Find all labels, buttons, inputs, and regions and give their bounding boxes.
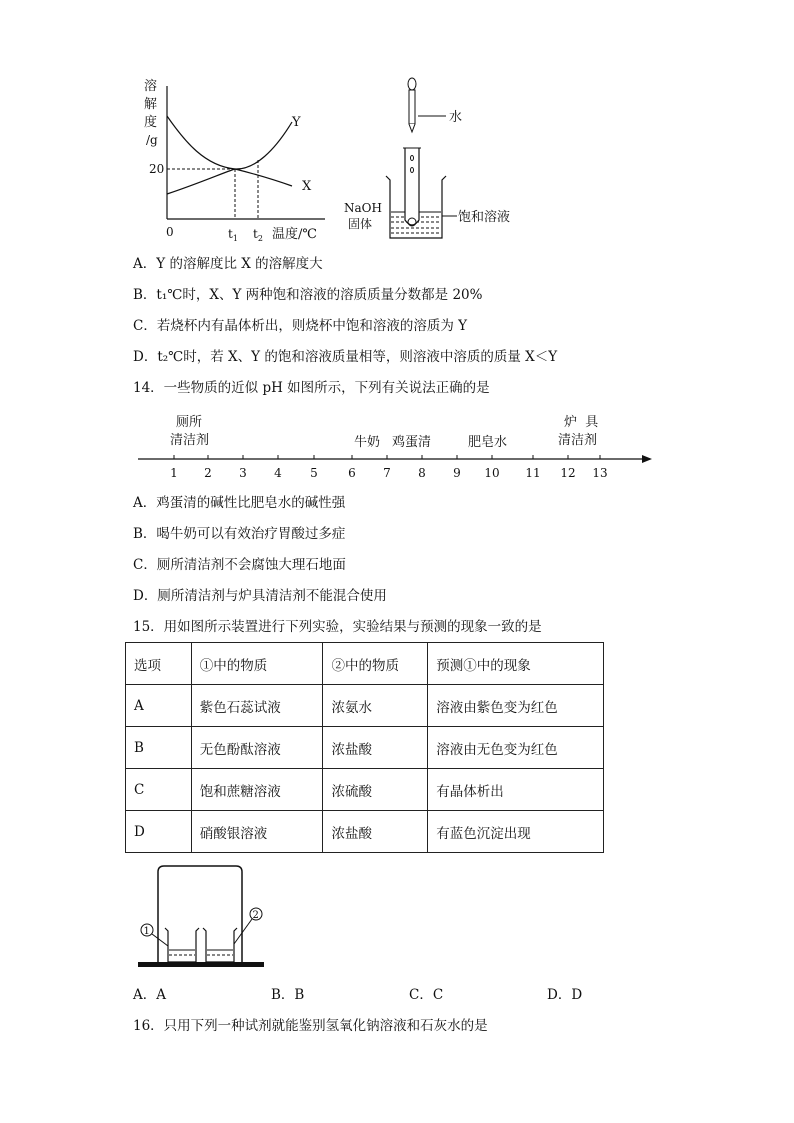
label-2: 2	[252, 910, 259, 921]
q15-stem: 15．用如图所示装置进行下列实验，实验结果与预测的现象一致的是	[133, 619, 542, 635]
t2-label: $t_2$	[253, 227, 263, 243]
table-cell: 浓硫酸	[323, 769, 428, 811]
ph-tick-label-9: 9	[453, 466, 461, 480]
table-header-row	[126, 643, 604, 685]
test-tube	[405, 148, 419, 225]
q13-option-d: D．t₂℃时，若 X、Y 的饱和溶液质量相等，则溶液中溶质的质量 X＜Y	[133, 349, 558, 365]
label-toilet-1: 厕所	[176, 415, 203, 430]
q15-option-c: C．C	[409, 987, 444, 1003]
table-cell: 有晶体析出	[428, 769, 604, 811]
q15-option-b: B．B	[271, 987, 305, 1003]
label-milk: 牛奶	[354, 435, 381, 450]
q15-option-a: A．A	[133, 987, 166, 1003]
label-oven-1: 炉 具	[564, 415, 599, 430]
table-cell: C	[126, 769, 192, 811]
table-cell: 溶液由紫色变为红色	[428, 685, 604, 727]
y-axis-label-2: 解	[144, 97, 158, 112]
solubility-chart	[140, 70, 330, 245]
table-cell: 有蓝色沉淀出现	[428, 811, 604, 853]
q14-option-b: B．喝牛奶可以有效治疗胃酸过多症	[133, 526, 346, 542]
q14-option-d: D．厕所清洁剂与炉具清洁剂不能混合使用	[133, 588, 387, 604]
q14-option-a: A．鸡蛋清的碱性比肥皂水的碱性强	[133, 495, 346, 511]
ph-tick-label-2: 2	[204, 466, 212, 480]
curve-x-label: X	[302, 179, 312, 194]
label-1: 1	[143, 926, 150, 937]
ph-tick-label-12: 12	[560, 466, 576, 480]
header-substance-2: ②中的物质	[323, 643, 428, 685]
dropper-tip	[409, 124, 415, 132]
dropper-bulb	[408, 78, 416, 90]
table-cell: D	[126, 811, 192, 853]
curve-y-label: Y	[292, 115, 301, 130]
y-axis-label-4: /g	[146, 133, 158, 147]
table-cell: 硝酸银溶液	[191, 811, 323, 853]
table-cell: A	[126, 685, 192, 727]
q14-option-c: C．厕所清洁剂不会腐蚀大理石地面	[133, 557, 346, 573]
q15-option-d: D．D	[547, 987, 583, 1003]
table-cell: 紫色石蕊试液	[191, 685, 323, 727]
ph-tick-label-10: 10	[484, 466, 500, 480]
dropper-tube	[409, 90, 415, 124]
bell-jar	[158, 866, 242, 962]
label-1-pointer	[152, 934, 168, 946]
table-cell: 溶液由无色变为红色	[428, 727, 604, 769]
ph-scale	[130, 408, 660, 488]
ph-tick-label-5: 5	[310, 466, 318, 480]
q13-option-a: A．Y 的溶解度比 X 的溶解度大	[133, 256, 323, 272]
q13-option-b: B．t₁℃时，X、Y 两种饱和溶液的溶质质量分数都是 20%	[133, 287, 483, 303]
y-axis-label-3: 度	[144, 115, 158, 130]
header-substance-1: ①中的物质	[191, 643, 323, 685]
label-toilet-2: 清洁剂	[170, 433, 210, 448]
beaker-1	[165, 928, 199, 962]
ph-tick-label-11: 11	[525, 466, 541, 480]
ph-tick-label-1: 1	[170, 466, 178, 480]
table-row	[126, 727, 604, 769]
q15-table	[125, 642, 604, 853]
table-row	[126, 685, 604, 727]
table-cell: 浓盐酸	[323, 811, 428, 853]
y-tick-20: 20	[149, 162, 165, 176]
t1-label: $t_1$	[228, 227, 238, 243]
saturated-label: 饱和溶液	[458, 210, 511, 225]
label-oven-2: 清洁剂	[558, 433, 598, 448]
table-row	[126, 769, 604, 811]
label-2-pointer	[234, 919, 252, 944]
naoh-label-2: 固体	[348, 217, 373, 231]
x-axis-label: 温度/℃	[272, 227, 317, 242]
header-option: 选项	[126, 643, 192, 685]
ph-tick-label-8: 8	[418, 466, 426, 480]
ph-tick-label-13: 13	[592, 466, 608, 480]
origin-label: 0	[166, 225, 174, 239]
table-cell: 饱和蔗糖溶液	[191, 769, 323, 811]
q14-stem: 14．一些物质的近似 pH 如图所示，下列有关说法正确的是	[133, 380, 490, 396]
label-soap-water: 肥皂水	[468, 435, 508, 450]
q16-stem: 16．只用下列一种试剂就能鉴别氢氧化钠溶液和石灰水的是	[133, 1018, 488, 1034]
curve-x	[167, 169, 292, 194]
naoh-label-1: NaOH	[344, 201, 382, 215]
ph-tick-label-3: 3	[239, 466, 247, 480]
ph-tick-label-4: 4	[274, 466, 282, 480]
q13-option-c: C．若烧杯内有晶体析出，则烧杯中饱和溶液的溶质为 Y	[133, 318, 468, 334]
beaker-2	[203, 928, 237, 962]
bell-jar-apparatus	[132, 862, 272, 974]
table-row	[126, 811, 604, 853]
ph-tick-label-7: 7	[383, 466, 391, 480]
y-axis-label-1: 溶	[144, 79, 158, 94]
table-cell: B	[126, 727, 192, 769]
ph-axis-arrow	[642, 455, 652, 463]
dropper-beaker-apparatus	[340, 72, 530, 242]
water-label: 水	[449, 110, 463, 125]
table-cell: 无色酚酞溶液	[191, 727, 323, 769]
base-plate	[138, 962, 264, 967]
curve-y	[167, 116, 292, 169]
table-cell: 浓氨水	[323, 685, 428, 727]
header-prediction: 预测①中的现象	[428, 643, 604, 685]
ph-tick-label-6: 6	[348, 466, 356, 480]
table-cell: 浓盐酸	[323, 727, 428, 769]
label-egg-white: 鸡蛋清	[392, 435, 432, 450]
